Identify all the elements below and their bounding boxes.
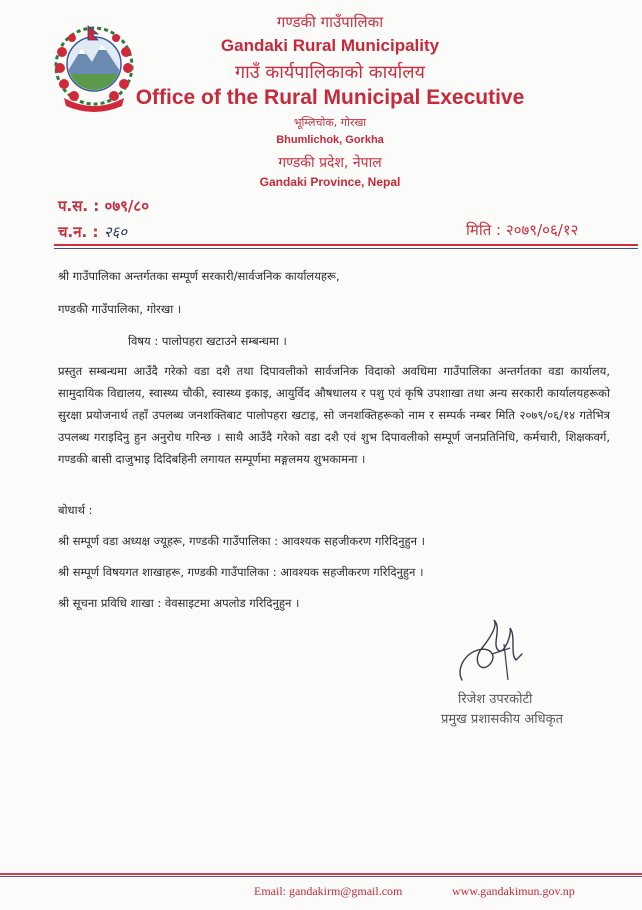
office-name-nepali: गाउँ कार्यपालिकाको कार्यालय: [235, 62, 425, 83]
ps-label: प.स. :: [58, 197, 100, 215]
header-rule-red: [54, 244, 638, 246]
letter-date: [466, 220, 578, 240]
signatory-name: रिजेश उपरकोटी: [458, 692, 533, 707]
municipality-name-nepali: गण्डकी गाउँपालिका: [276, 13, 384, 31]
signature-icon: [452, 614, 532, 690]
cn-label: च.न. :: [58, 223, 99, 241]
footer-email[interactable]: Email: gandakirm@gmail.com: [254, 884, 403, 898]
letter-subject: विषय : पालोपहरा खटाउने सम्बन्धमा ।: [128, 334, 287, 348]
footer-website[interactable]: www.gandakimun.gov.np: [452, 884, 575, 898]
cc-item: श्री सम्पूर्ण विषयगत शाखाहरू, गण्डकी गाउँपालिका : आवश्यक सहजीकरण गरिदिनुहुन ।: [58, 565, 424, 579]
address-english: Bhumlichok, Gorkha: [276, 134, 384, 146]
recipient-line-2: गण्डकी गाउँपालिका, गोरखा ।: [58, 302, 182, 316]
footer-rule-purple: [0, 876, 642, 877]
province-nepali: गण्डकी प्रदेश, नेपाल: [278, 155, 382, 171]
province-english: Gandaki Province, Nepal: [259, 175, 401, 189]
address-nepali: भूम्लिचोक, गोरखा: [293, 116, 367, 129]
ps-value: ०७९/८०: [104, 197, 149, 215]
cc-heading: बोधार्थ :: [58, 503, 93, 517]
cc-item: श्री सम्पूर्ण वडा अध्यक्ष ज्यूहरू, गण्डकी गाउँपालिका : आवश्यक सहजीकरण गरिदिनुहुन ।: [58, 534, 425, 548]
municipality-emblem-icon: [52, 22, 136, 112]
fiscal-year-reference: [58, 196, 149, 216]
cn-value: २६०: [103, 223, 128, 241]
date-value: २०७९/०६/१२: [505, 221, 579, 239]
recipient-line-1: श्री गाउँपालिका अन्तर्गतका सम्पूर्ण सरकारी/सार्वजनिक कार्यालयहरू,: [58, 269, 340, 283]
municipality-name-english: Gandaki Rural Municipality: [220, 36, 440, 55]
footer-rule-red: [0, 873, 642, 875]
cc-item: श्री सूचना प्रविधि शाखा : वेवसाइटमा अपलोड गरिदिनुहुन ।: [58, 596, 300, 610]
office-name-english: Office of the Rural Municipal Executive: [135, 86, 525, 109]
date-label: मिति :: [466, 221, 502, 239]
signatory-title: प्रमुख प्रशासकीय अधिकृत: [441, 712, 564, 727]
header-rule-blue: [54, 248, 638, 249]
letter-paragraph: प्रस्तुत सम्बन्धमा आउँदै गरेको वडा दशै तथा दिपावलीको सार्वजनिक विदाको अवधिमा गाउँपालिका अन्तर्गतका वडा कार्यालय, सामुदायिक विद्यालय, स्वास्थ्य चौकी, स्वास्थ्य इकाइ, आयुर्विद औषधालय र पशु एवं कृषि उपशाखा तथा अन्य सरकारी कार्यालयहरूको सुरक्षा प्रयोजनार्थ तहाँ उपलब्ध जनशक्तिबाट पालोपहरा खटाइ, सो जनशक्तिहरूको नाम र सम्पर्क नम्बर मिति २०७९/०६/१४ गतेभित्र उपलब्ध गराइदिनु हुन अनुरोध गरिन्छ । साथै आउँदै गरेको वडा दशै एवं शुभ दिपावलीको सम्पूर्ण जनप्रतिनिधि, कर्मचारी, शिक्षकवर्ग, गण्डकी बासी दाजुभाइ दिदिबहिनी लगायत सम्पूर्णमा मङ्गलमय शुभकामना ।: [58, 364, 610, 466]
dispatch-number-reference: [58, 222, 127, 242]
